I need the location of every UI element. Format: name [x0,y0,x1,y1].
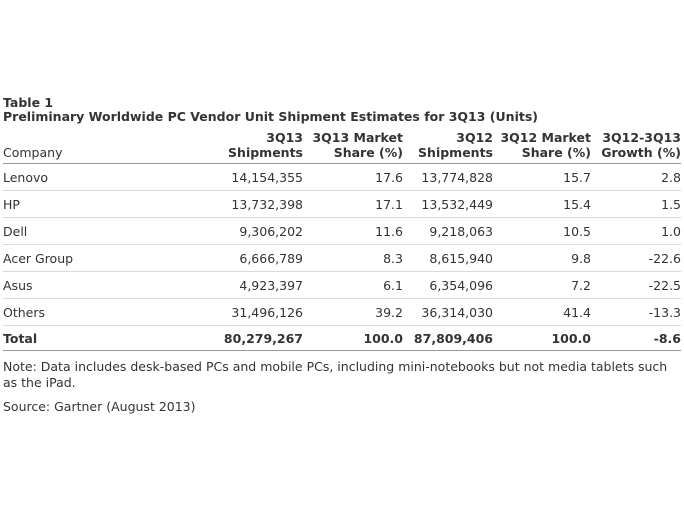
cell-total-3q13-share: 100.0 [363,330,403,346]
header-3q13-share [303,130,403,164]
cell-total-growth: -8.6 [653,330,681,346]
table-total-row [3,326,681,351]
cell-company: Dell [3,223,28,239]
cell-growth: 2.8 [661,169,681,185]
cell-growth: -13.3 [648,304,681,320]
header-line2: Share (%) [333,145,403,160]
table-row [3,299,681,326]
table-row [3,191,681,218]
header-line2: Shipments [228,145,303,160]
table-title: Preliminary Worldwide PC Vendor Unit Shipment Estimates for 3Q13 (Units) [3,109,538,124]
shipments-table [3,130,681,351]
cell-3q12-share: 41.4 [563,304,591,320]
cell-company: Asus [3,277,33,293]
cell-company: HP [3,196,20,212]
header-line2: Growth (%) [601,145,681,160]
cell-3q12-shipments: 8,615,940 [429,250,493,266]
header-3q13-shipments [203,130,303,164]
table-row [3,164,681,191]
cell-total-label: Total [3,330,38,346]
header-3q12-shipments [403,130,493,164]
cell-3q13-shipments: 31,496,126 [231,304,303,320]
cell-growth: 1.5 [661,196,681,212]
header-line1: 3Q12 [456,130,493,145]
cell-growth: 1.0 [661,223,681,239]
cell-total-3q13-shipments: 80,279,267 [223,330,303,346]
table-header-row [3,130,681,164]
header-line2: Shipments [418,145,493,160]
table-row [3,245,681,272]
table-row [3,218,681,245]
cell-3q12-shipments: 13,532,449 [421,196,493,212]
cell-3q13-share: 6.1 [383,277,403,293]
table-source: Source: Gartner (August 2013) [3,399,196,414]
cell-3q13-shipments: 4,923,397 [239,277,303,293]
table-note: Note: Data includes desk-based PCs and mobile PCs, including mini-notebooks but not media tablets such as the iPad. [3,359,668,390]
header-company [3,130,203,164]
cell-3q12-share: 9.8 [571,250,591,266]
cell-3q12-shipments: 6,354,096 [429,277,493,293]
cell-3q12-shipments: 13,774,828 [421,169,493,185]
cell-3q13-share: 8.3 [383,250,403,266]
cell-3q13-shipments: 13,732,398 [231,196,303,212]
cell-3q12-share: 15.4 [563,196,591,212]
cell-total-3q12-share: 100.0 [551,330,591,346]
cell-3q12-share: 15.7 [563,169,591,185]
cell-company: Others [3,304,46,320]
cell-3q13-share: 11.6 [375,223,403,239]
header-line1: 3Q12-3Q13 [602,130,681,145]
cell-growth: -22.5 [648,277,681,293]
cell-3q13-shipments: 6,666,789 [239,250,303,266]
cell-3q13-shipments: 9,306,202 [239,223,303,239]
cell-3q12-shipments: 36,314,030 [421,304,493,320]
header-3q12-share [493,130,591,164]
cell-total-3q12-shipments: 87,809,406 [413,330,493,346]
cell-3q13-shipments: 14,154,355 [231,169,303,185]
header-line1: 3Q13 [266,130,303,145]
cell-growth: -22.6 [648,250,681,266]
cell-3q12-share: 10.5 [563,223,591,239]
cell-company: Acer Group [3,250,74,266]
cell-3q13-share: 39.2 [375,304,403,320]
header-line2: Company [3,145,63,160]
header-line1: 3Q12 Market [500,130,591,145]
cell-3q12-shipments: 9,218,063 [429,223,493,239]
header-line1: 3Q13 Market [312,130,403,145]
header-line2: Share (%) [521,145,591,160]
shipment-estimates-document [3,96,681,415]
cell-3q13-share: 17.1 [375,196,403,212]
cell-3q12-share: 7.2 [571,277,591,293]
header-growth [591,130,681,164]
cell-company: Lenovo [3,169,49,185]
table-label: Table 1 [3,95,54,110]
table-row [3,272,681,299]
cell-3q13-share: 17.6 [375,169,403,185]
